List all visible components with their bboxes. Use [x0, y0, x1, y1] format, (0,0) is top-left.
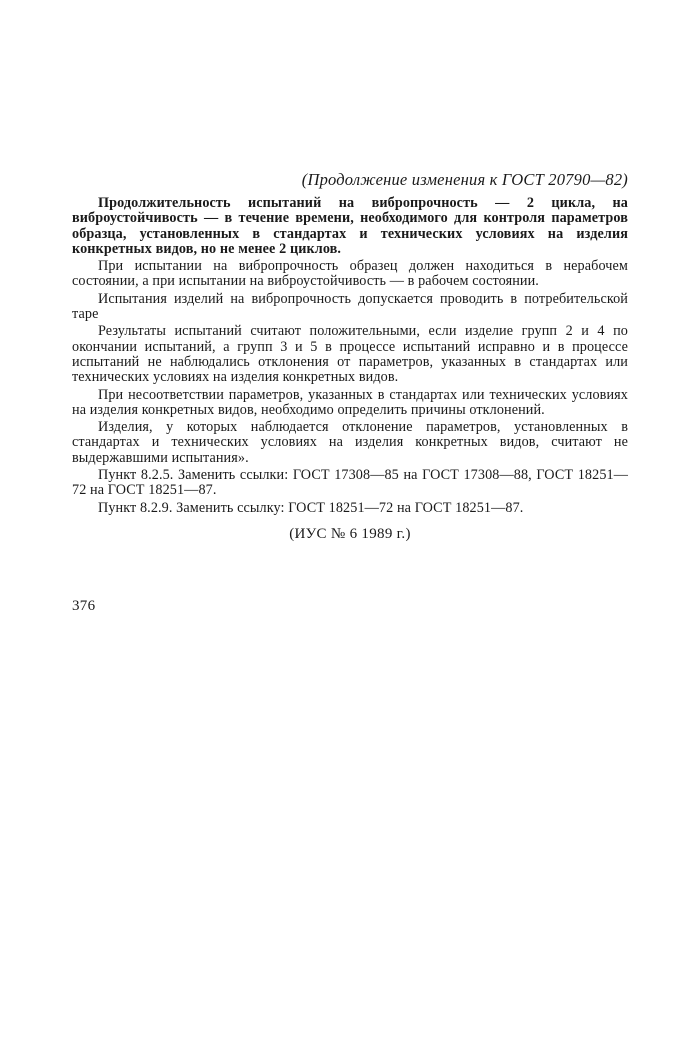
ius-reference: (ИУС № 6 1989 г.): [289, 525, 411, 542]
paragraph-nonconformity: При несоответствии параметров, указанных в стандартах или технических условиях на изделия конкретных видов, необходимо определить причины отклонений.: [72, 386, 628, 418]
paragraph-sample-state: При испытании на вибропрочность образец должен находиться в нерабочем состоянии, а при испытании на виброустойчивость — в рабочем состоянии.: [72, 258, 628, 290]
continuation-header: (Продолжение изменения к ГОСТ 20790—82): [301, 170, 628, 189]
paragraph-clause-8-2-9: Пункт 8.2.9. Заменить ссылку: ГОСТ 18251—72 на ГОСТ 18251—87.: [98, 499, 524, 516]
document-body: [72, 170, 628, 558]
paragraph-positive-results: Результаты испытаний считают положительными, если изделие групп 2 и 4 по окончании испытаний, а групп 3 и 5 в процессе испытаний исправно и в процессе испытаний не наблюдались отклонения от параметров, указанных в стандартах или технических условиях на изделия конкретных видов.: [72, 323, 628, 386]
paragraph-test-duration: Продолжительность испытаний на вибропрочность — 2 цикла, на виброустойчивость — в течение времени, необходимого для контроля параметров образца, установленных в стандартах и технических условиях на изделия конкретных видов, но не менее 2 циклов.: [72, 195, 628, 257]
page-number: 376: [72, 598, 96, 614]
paragraph-failed-products: Изделия, у которых наблюдается отклонение параметров, установленных в стандартах и технических условиях на изделия конкретных видов, считают не выдержавшими испытания».: [72, 419, 628, 466]
paragraph-clause-8-2-5: Пункт 8.2.5. Заменить ссылки: ГОСТ 17308—85 на ГОСТ 17308—88, ГОСТ 18251—72 на ГОСТ 18251—87.: [72, 467, 628, 499]
paragraph-consumer-packaging: Испытания изделий на вибропрочность допускается проводить в потребительской таре: [72, 290, 628, 323]
